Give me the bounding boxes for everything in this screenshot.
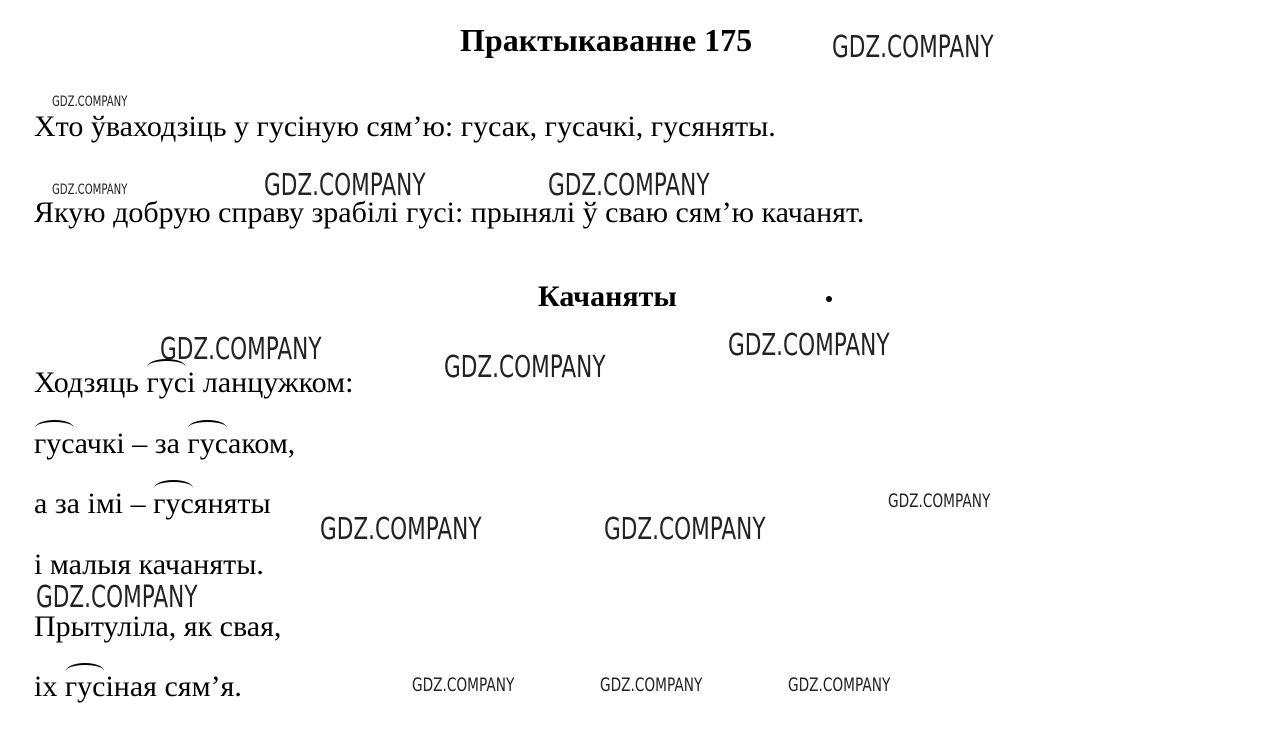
poem-text: іх <box>34 670 65 703</box>
word-root: гус <box>146 366 188 399</box>
watermark: GDZ.COMPANY <box>160 332 322 367</box>
watermark: GDZ.COMPANY <box>604 512 766 547</box>
word-root: гус <box>187 427 229 460</box>
poem-line-3 <box>34 487 271 521</box>
exercise-title: Практыкаванне 175 <box>460 22 753 58</box>
watermark: GDZ.COMPANY <box>36 580 198 615</box>
poem-line-2 <box>34 427 295 461</box>
poem-text: ачкі – за <box>74 427 188 460</box>
poem-text: а за імі – <box>34 487 154 520</box>
word-root: гус <box>64 670 106 703</box>
poem-text: Ходзяць <box>34 366 147 399</box>
watermark: GDZ.COMPANY <box>600 674 703 696</box>
watermark: GDZ.COMPANY <box>788 674 891 696</box>
watermark: GDZ.COMPANY <box>264 168 426 203</box>
watermark: GDZ.COMPANY <box>444 350 606 385</box>
poem-text: яняты <box>193 487 271 520</box>
poem-text: аком, <box>228 427 296 460</box>
watermark: GDZ.COMPANY <box>548 168 710 203</box>
watermark: GDZ.COMPANY <box>728 328 890 363</box>
watermark: GDZ.COMPANY <box>888 490 991 512</box>
watermark: GDZ.COMPANY <box>320 512 482 547</box>
poem-line-1 <box>34 366 353 400</box>
watermark: GDZ.COMPANY <box>52 182 128 198</box>
poem-title: Качаняты <box>538 280 677 313</box>
watermark: GDZ.COMPANY <box>52 94 128 110</box>
poem-line-6 <box>34 670 242 704</box>
poem-line-5: Прытуліла, як свая, <box>34 610 282 643</box>
stray-dot <box>826 296 832 302</box>
poem-line-4: і малыя качаняты. <box>34 548 264 581</box>
poem-text: іная сям’я. <box>105 670 242 703</box>
answer-line-2: Якую добрую справу зрабілі гусі: прынялі ў сваю сям’ю качанят. <box>34 196 865 229</box>
word-root: гус <box>34 427 75 460</box>
poem-text: і ланцужком: <box>187 366 354 399</box>
watermark: GDZ.COMPANY <box>412 674 515 696</box>
watermark: GDZ.COMPANY <box>832 30 994 65</box>
answer-line-1: Хто ўваходзіць у гусіную сям’ю: гусак, гусачкі, гусяняты. <box>34 110 776 143</box>
word-root: гус <box>153 487 194 520</box>
